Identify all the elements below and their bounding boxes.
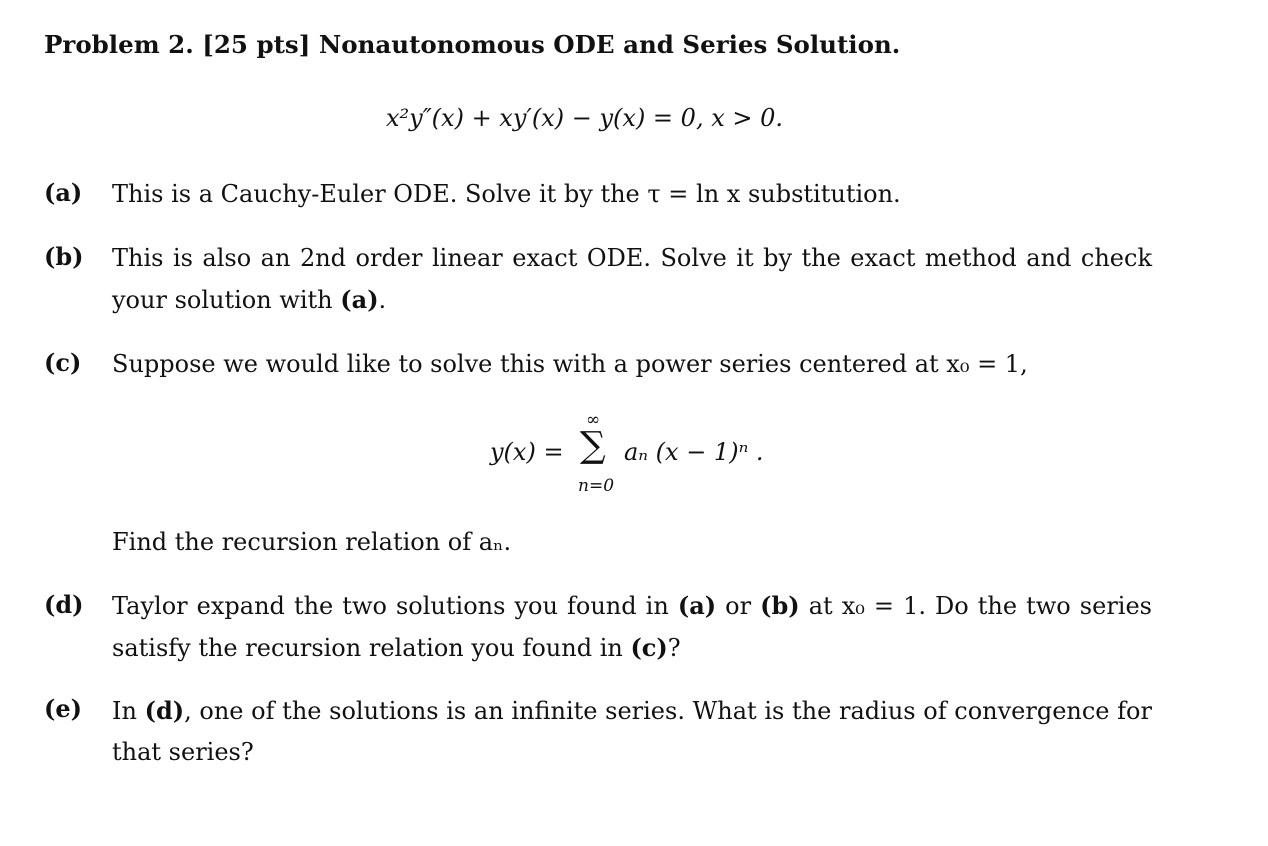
series-rhs: aₙ (x − 1)ⁿ . xyxy=(624,438,764,466)
item-e-text-2: , one of the solutions is an infinite series. What is the radius of convergence for that series? xyxy=(112,697,1152,766)
item-e-text-1: In xyxy=(112,697,145,725)
item-text-e xyxy=(112,690,1152,773)
item-text-c: Suppose we would like to solve this with a power series centered at x₀ = 1, xyxy=(112,350,1028,378)
item-label-b: (b) xyxy=(44,242,84,271)
item-d-ref-a: (a) xyxy=(677,591,717,620)
series-lower-limit: n=0 xyxy=(578,476,615,496)
problem-title: Problem 2. [25 pts] Nonautonomous ODE and Series Solution. xyxy=(44,30,901,59)
sigma-symbol: ∑ xyxy=(580,425,606,466)
series-equation xyxy=(490,410,790,500)
item-label-e: (e) xyxy=(44,694,82,723)
main-equation: x²y″(x) + xy′(x) − y(x) = 0, x > 0. xyxy=(386,104,783,132)
item-b-text-prefix: This is also an 2nd order linear exact ODE. Solve it by the exact method and check your solution with xyxy=(112,244,1152,314)
item-text-a: This is a Cauchy-Euler ODE. Solve it by the τ = ln x substitution. xyxy=(112,180,901,208)
item-d-text-2: or xyxy=(716,592,761,620)
item-d-ref-b: (b) xyxy=(760,591,800,620)
item-b-ref-a: (a) xyxy=(340,285,379,314)
series-upper-limit: ∞ xyxy=(586,410,601,430)
item-text-d xyxy=(112,585,1152,669)
item-d-text-1: Taylor expand the two solutions you found in xyxy=(112,592,678,620)
item-c-followup: Find the recursion relation of aₙ. xyxy=(112,528,512,556)
item-b-text-suffix: . xyxy=(378,286,387,314)
item-label-c: (c) xyxy=(44,348,82,377)
item-d-text-3: at x₀ = 1. Do the two series satisfy the recursion relation you found in xyxy=(112,592,1152,662)
item-d-ref-c: (c) xyxy=(630,633,668,662)
item-text-b xyxy=(112,238,1152,321)
item-e-ref-d: (d) xyxy=(144,696,185,725)
item-label-d: (d) xyxy=(44,590,84,619)
item-label-a: (a) xyxy=(44,178,83,207)
item-d-text-4: ? xyxy=(667,634,681,662)
series-lhs: y(x) = xyxy=(490,438,564,466)
